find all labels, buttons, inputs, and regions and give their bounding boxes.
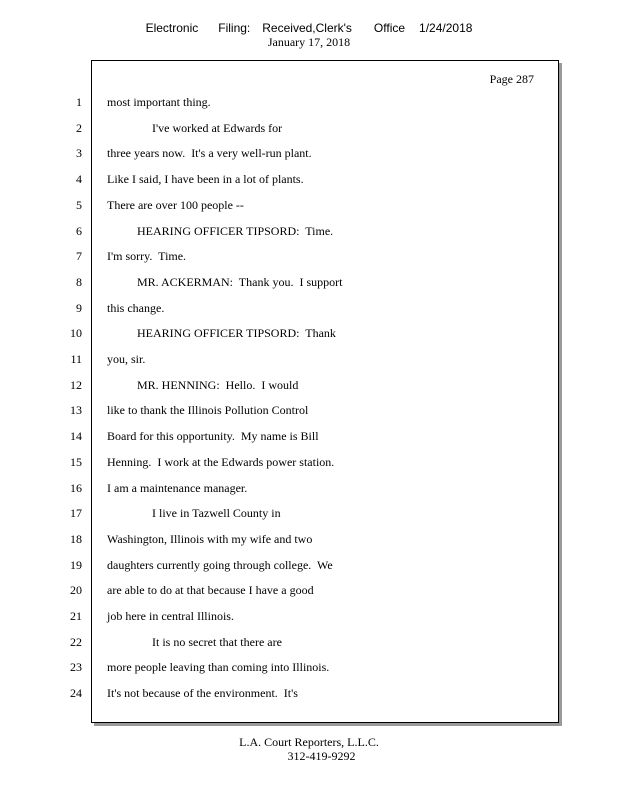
line-number: 19	[70, 558, 82, 572]
reporter-phone: 312-419-9292	[287, 749, 356, 763]
transcript-line: this change.	[107, 301, 165, 315]
transcript-line: job here in central Illinois.	[107, 609, 234, 623]
line-number: 17	[70, 506, 82, 520]
line-number: 24	[70, 686, 82, 700]
filing-stamp-part: Received,Clerk's	[262, 21, 352, 35]
line-number: 18	[70, 532, 82, 546]
filing-stamp-part: Electronic	[145, 21, 199, 35]
line-number: 8	[76, 275, 82, 289]
filing-stamp	[0, 21, 618, 35]
line-number: 22	[70, 635, 82, 649]
line-number: 13	[70, 403, 82, 417]
transcript-line: more people leaving than coming into Illinois.	[107, 660, 330, 674]
transcript-line: HEARING OFFICER TIPSORD: Thank	[107, 326, 336, 340]
transcript-line: three years now. It's a very well-run plant.	[107, 146, 312, 160]
filing-stamp-part: Office	[373, 21, 406, 35]
transcript-line: are able to do at that because I have a good	[107, 583, 314, 597]
filing-stamp-part: Filing:	[218, 21, 251, 35]
transcript-line: There are over 100 people --	[107, 198, 244, 212]
transcript-line: Henning. I work at the Edwards power station.	[107, 455, 335, 469]
line-number: 20	[70, 583, 82, 597]
transcript-line: like to thank the Illinois Pollution Control	[107, 403, 309, 417]
line-number: 10	[70, 326, 82, 340]
line-number: 11	[70, 352, 82, 366]
transcript-line: daughters currently going through college. We	[107, 558, 333, 572]
filing-stamp-part: 1/24/2018	[419, 21, 473, 35]
transcript-line: MR. ACKERMAN: Thank you. I support	[107, 275, 343, 289]
transcript-line: I am a maintenance manager.	[107, 481, 248, 495]
page-number: Page 287	[489, 72, 534, 86]
line-number: 1	[76, 95, 82, 109]
transcript-line: HEARING OFFICER TIPSORD: Time.	[107, 224, 334, 238]
line-number: 9	[76, 301, 82, 315]
line-number: 14	[70, 429, 82, 443]
transcript-line: most important thing.	[107, 95, 211, 109]
transcript-line: Board for this opportunity. My name is Bill	[107, 429, 319, 443]
line-number: 21	[70, 609, 82, 623]
line-number: 4	[76, 172, 82, 186]
line-number: 12	[70, 378, 82, 392]
line-number: 7	[76, 249, 82, 263]
reporter-company: L.A. Court Reporters, L.L.C.	[239, 735, 379, 749]
line-number: 23	[70, 660, 82, 674]
transcript-line: I live in Tazwell County in	[107, 506, 281, 520]
line-number: 2	[76, 121, 82, 135]
transcript-line: Like I said, I have been in a lot of plants.	[107, 172, 304, 186]
line-number: 3	[76, 146, 82, 160]
transcript-line: you, sir.	[107, 352, 146, 366]
transcript-line: It is no secret that there are	[107, 635, 282, 649]
line-number: 15	[70, 455, 82, 469]
line-number: 16	[70, 481, 82, 495]
hearing-date: January 17, 2018	[267, 35, 351, 49]
line-number: 5	[76, 198, 82, 212]
transcript-line: MR. HENNING: Hello. I would	[107, 378, 299, 392]
transcript-line: Washington, Illinois with my wife and two	[107, 532, 313, 546]
transcript-line: I'm sorry. Time.	[107, 249, 187, 263]
transcript-line: It's not because of the environment. It's	[107, 686, 298, 700]
line-number: 6	[76, 224, 82, 238]
transcript-line: I've worked at Edwards for	[107, 121, 283, 135]
